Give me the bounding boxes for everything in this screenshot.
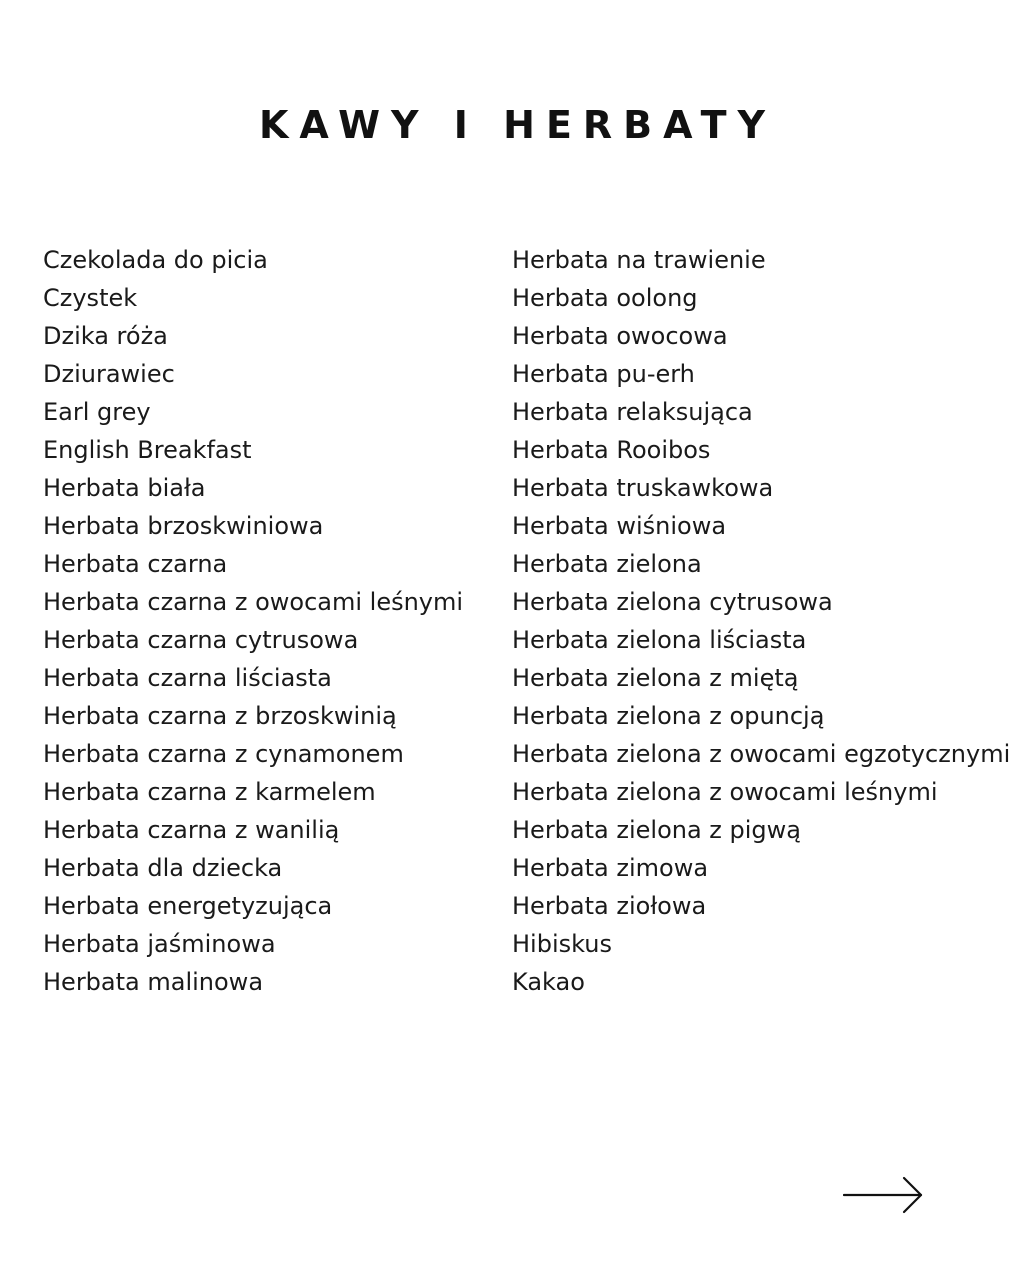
- list-item: Herbata ziołowa: [512, 892, 707, 920]
- list-item: Herbata zielona z pigwą: [512, 816, 801, 844]
- list-item: Herbata na trawienie: [512, 246, 766, 274]
- list-item: Herbata energetyzująca: [43, 892, 333, 920]
- list-item: Herbata brzoskwiniowa: [43, 512, 324, 540]
- list-item: Herbata relaksująca: [512, 398, 753, 426]
- list-item: Kakao: [512, 968, 585, 996]
- list-item: Herbata zielona z miętą: [512, 664, 799, 692]
- list-item: English Breakfast: [43, 436, 252, 464]
- list-item: Herbata pu-erh: [512, 360, 695, 388]
- list-item: Herbata owocowa: [512, 322, 728, 350]
- list-item: Herbata czarna cytrusowa: [43, 626, 359, 654]
- list-item: Herbata zielona z owocami leśnymi: [512, 778, 938, 806]
- list-item: Herbata zimowa: [512, 854, 709, 882]
- list-item: Dzika róża: [43, 322, 168, 350]
- list-item: Herbata truskawkowa: [512, 474, 774, 502]
- list-item: Herbata czarna z owocami leśnymi: [43, 588, 464, 616]
- product-list-left: [43, 241, 463, 1001]
- list-item: Herbata malinowa: [43, 968, 264, 996]
- list-item: Herbata dla dziecka: [43, 854, 283, 882]
- list-item: Herbata zielona: [512, 550, 702, 578]
- list-item: Czystek: [43, 284, 138, 312]
- list-item: Herbata zielona liściasta: [512, 626, 807, 654]
- list-item: Herbata zielona z owocami egzotycznymi: [512, 740, 1011, 768]
- list-item: Herbata wiśniowa: [512, 512, 727, 540]
- arrow-right-icon[interactable]: [843, 1176, 925, 1214]
- list-item: Herbata jaśminowa: [43, 930, 276, 958]
- list-item: Hibiskus: [512, 930, 612, 958]
- list-item: Herbata czarna z wanilią: [43, 816, 340, 844]
- list-item: Herbata oolong: [512, 284, 698, 312]
- product-list-right: [512, 241, 1010, 1001]
- list-item: Herbata Rooibos: [512, 436, 711, 464]
- list-item: Herbata czarna liściasta: [43, 664, 332, 692]
- list-item: Herbata biała: [43, 474, 206, 502]
- list-item: Czekolada do picia: [43, 246, 268, 274]
- list-item: Herbata zielona cytrusowa: [512, 588, 833, 616]
- list-item: Herbata zielona z opuncją: [512, 702, 825, 730]
- list-item: Herbata czarna z brzoskwinią: [43, 702, 397, 730]
- page-title: KAWY I HERBATY: [258, 103, 777, 147]
- list-item: Herbata czarna z karmelem: [43, 778, 376, 806]
- list-item: Herbata czarna z cynamonem: [43, 740, 404, 768]
- list-item: Dziurawiec: [43, 360, 175, 388]
- list-item: Earl grey: [43, 398, 151, 426]
- list-item: Herbata czarna: [43, 550, 228, 578]
